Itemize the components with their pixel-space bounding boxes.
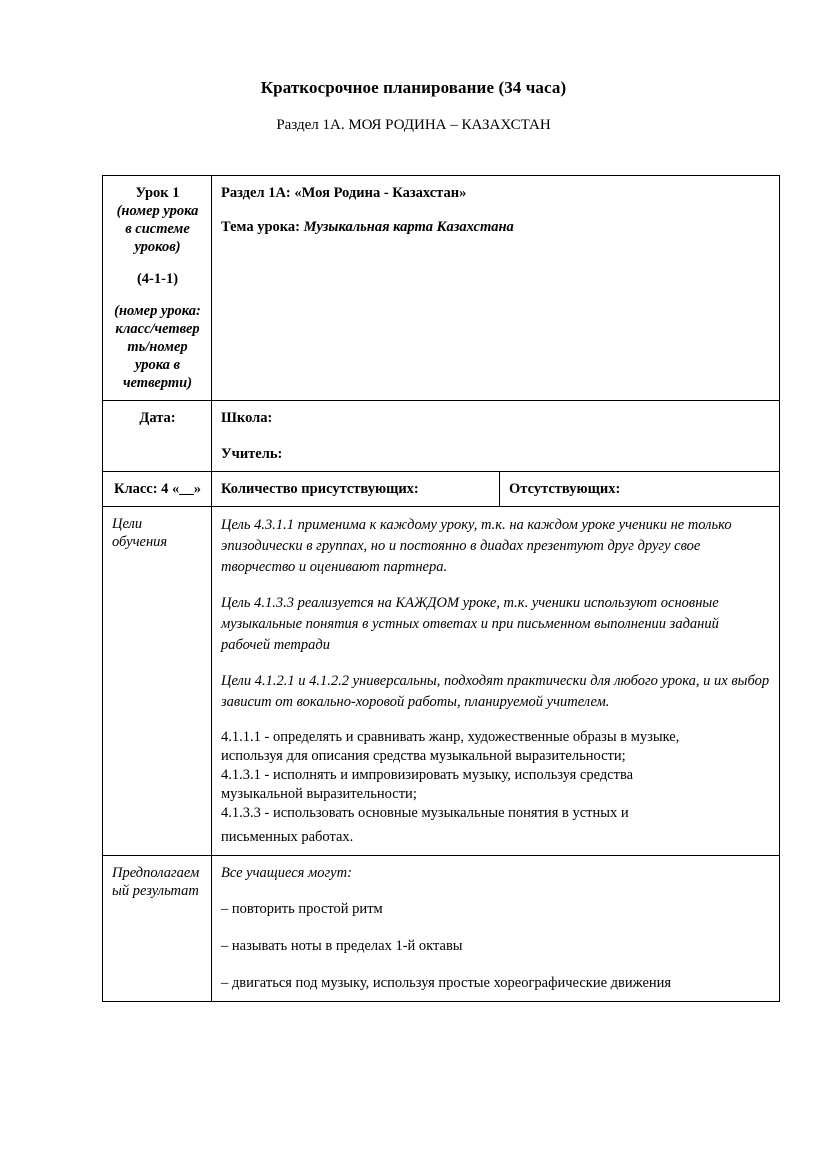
school-teacher-cell [212,401,780,472]
result-bullet-2: – называть ноты в пределах 1-й октавы [221,938,463,954]
topic-value: Музыкальная карта Казахстана [303,219,514,235]
lesson-note-line-3: уроков) [134,239,181,255]
learning-goals-cell [212,507,780,856]
goal-code-line-2: используя для описания средства музыкальной выразительности; [221,748,626,764]
lesson-number-label: Урок 1 [135,185,180,201]
result-label-line-2: ый результат [112,883,199,899]
expected-result-cell [212,856,780,1002]
lesson-note2-line-1: (номер урока: [114,303,201,319]
absent-count-cell: Отсутствующих: [500,472,780,507]
spacer [112,288,203,302]
result-label-line-1: Предполагаем [112,865,200,881]
school-label: Школа: [221,410,273,426]
goal-code-line-3: 4.1.3.1 - исполнять и импровизировать музыку, используя средства [221,767,634,783]
table-row [103,176,780,401]
class-cell: Класс: 4 «__» [103,472,212,507]
goals-paragraph-2: Цель 4.1.3.3 реализуется на КАЖДОМ уроке, т.к. ученики используют основные музыкальные понятия в устных ответах и при письменном выполнении заданий рабочей тетради [221,595,719,653]
goals-paragraph-3: Цели 4.1.2.1 и 4.1.2.2 универсальны, подходят практически для любого урока, и их выбор зависит от вокально-хоровой работы, планируемой учителем. [221,673,770,710]
lesson-plan-table [102,175,780,1002]
lesson-note2-line-2: класс/четвер [115,321,200,337]
goal-code-line-6: письменных работах. [221,829,354,845]
present-count-cell: Количество присутствующих: [212,472,500,507]
goals-label-line-2: обучения [112,534,168,550]
section-topic-cell [212,176,780,401]
teacher-label: Учитель: [221,446,283,462]
result-bullet-3: – двигаться под музыку, используя простые хореографические движения [221,975,672,991]
goal-code-line-5: 4.1.3.3 - использовать основные музыкальные понятия в устных и [221,805,629,821]
goals-label-line-1: Цели [112,516,143,532]
page-title: Краткосрочное планирование (34 часа) [260,78,567,97]
table-row [103,507,780,856]
lesson-code-label: (4-1-1) [136,271,179,287]
topic-label: Тема урока: [221,219,304,235]
lesson-note-line-2: в системе [125,221,190,237]
lesson-number-cell [103,176,212,401]
topic-line [221,218,771,236]
table-row [103,401,780,472]
result-intro: Все учащиеся могут: [221,865,352,881]
goal-code-line-1: 4.1.1.1 - определять и сравнивать жанр, художественные образы в музыке, [221,729,680,745]
date-cell: Дата: [103,401,212,472]
learning-goals-label-cell [103,507,212,856]
page-subtitle: Раздел 1А. МОЯ РОДИНА – КАЗАХСТАН [276,117,551,133]
lesson-note2-line-5: четверти) [122,375,193,391]
section-title: Раздел 1А: «Моя Родина - Казахстан» [221,185,467,201]
table-row [103,472,780,507]
expected-result-label-cell [103,856,212,1002]
table-row [103,856,780,1002]
lesson-note2-line-4: урока в [134,357,181,373]
result-bullet-1: – повторить простой ритм [221,901,383,917]
goals-code-list [221,728,771,847]
goal-code-line-4: музыкальной выразительности; [221,786,417,802]
lesson-note-line-1: (номер урока [116,203,199,219]
spacer [112,256,203,270]
goals-paragraph-1: Цель 4.3.1.1 применима к каждому уроку, т.к. на каждом уроке ученики не только эпизодически в группах, но и постоянно в диадах презентуют друг другу свое творчество и оценивают партнера. [221,517,732,575]
lesson-note2-line-3: ть/номер [127,339,188,355]
